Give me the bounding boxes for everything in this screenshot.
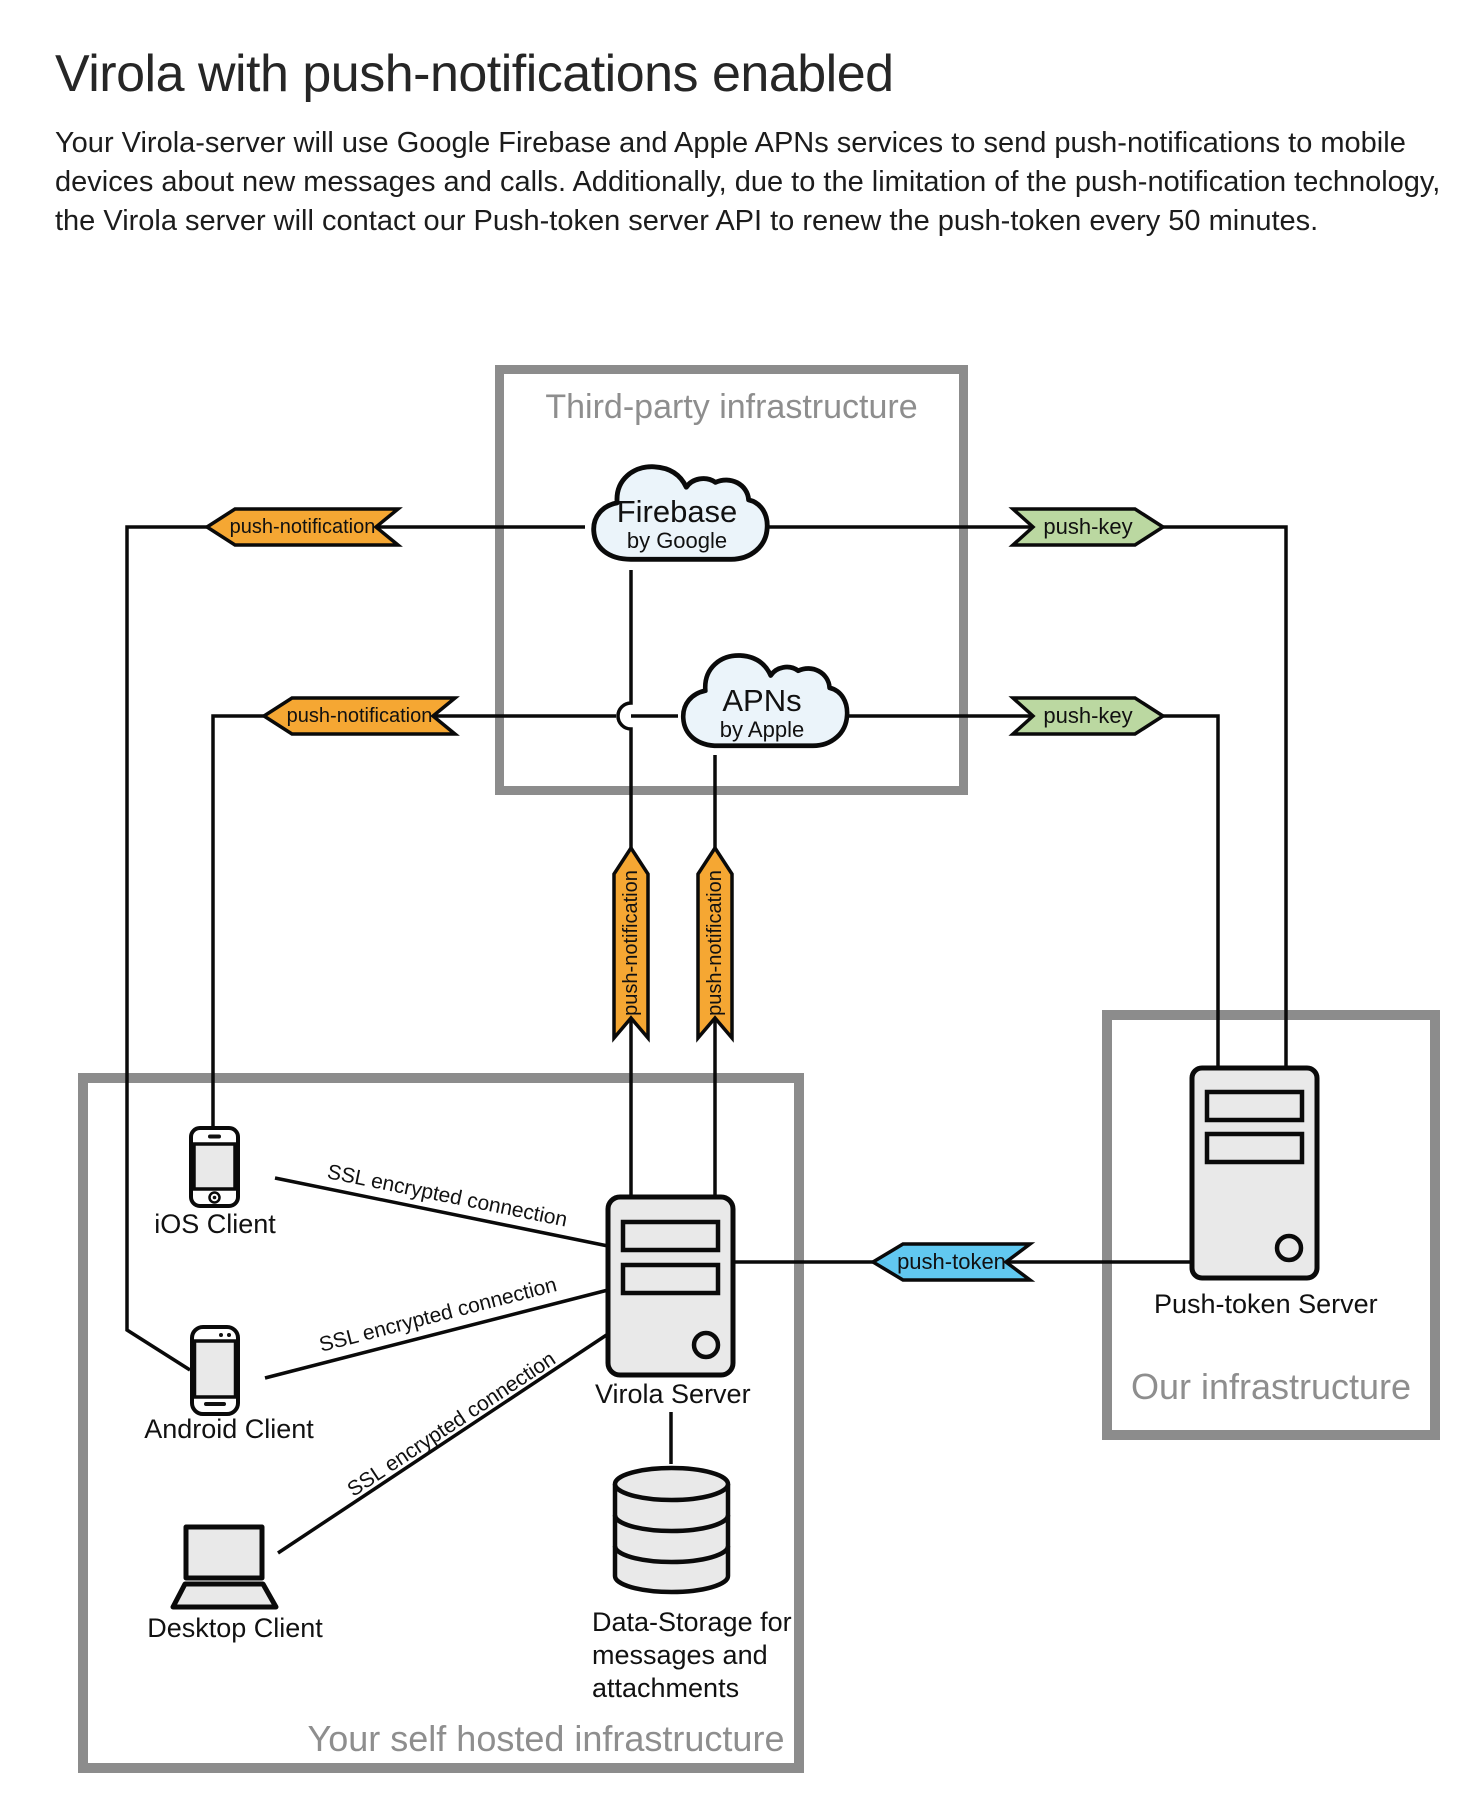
push-key-label-firebase: push-key [1043, 514, 1133, 539]
firebase-sublabel: by Google [626, 528, 728, 553]
third-party-box-label: Third-party infrastructure [545, 388, 918, 426]
push-key-label-apns: push-key [1043, 703, 1133, 728]
push-notification-label-up-firebase: push-notification [620, 870, 642, 1016]
firebase-to-android-line [127, 527, 585, 1370]
data-storage-label-line2: messages and [592, 1640, 768, 1670]
intro-paragraph: Your Virola-server will use Google Firebase and Apple APNs services to send push-notifications to mobile devices about new messages and calls. Additionally, due to the limitation of the push-notification technology, the Virola server will contact our Push-token server API to renew the push-token every 50 minutes. [55, 127, 1441, 237]
data-storage-label-line1: Data-Storage for [592, 1607, 792, 1637]
push-notification-label-firebase: push-notification [229, 516, 376, 538]
firebase-to-pushtoken-line [765, 527, 1286, 1068]
ios-phone-icon [191, 1128, 238, 1206]
apns-to-pushtoken-line [845, 716, 1218, 1068]
push-notification-label-up-apns: push-notification [704, 870, 726, 1016]
ssl-label-ios: SSL encrypted connection [325, 1160, 570, 1232]
page-title: Virola with push-notifications enabled [55, 45, 894, 103]
ssl-label-desktop: SSL encrypted connection [343, 1347, 560, 1502]
our-infrastructure-box-label: Our infrastructure [1130, 1366, 1412, 1407]
android-client-label: Android Client [144, 1414, 314, 1444]
firebase-label: Firebase [616, 494, 738, 529]
self-hosted-box-label: Your self hosted infrastructure [307, 1718, 785, 1759]
virola-server-label: Virola Server [595, 1379, 751, 1409]
push-notification-label-apns: push-notification [286, 705, 433, 727]
desktop-client-label: Desktop Client [147, 1613, 323, 1643]
ssl-label-android: SSL encrypted connection [316, 1273, 560, 1357]
android-phone-icon [192, 1327, 238, 1414]
data-storage-label [592, 1606, 792, 1705]
data-storage-label-line3: attachments [592, 1673, 740, 1703]
apns-label: APNs [722, 683, 802, 718]
push-token-server-icon [1192, 1068, 1317, 1278]
virola-server-icon [608, 1197, 733, 1375]
push-token-label: push-token [897, 1249, 1006, 1274]
apns-sublabel: by Apple [719, 717, 805, 742]
push-token-server-label: Push-token Server [1154, 1289, 1378, 1319]
desktop-laptop-icon [173, 1527, 276, 1607]
ios-client-label: iOS Client [154, 1209, 276, 1239]
apns-to-ios-line [213, 716, 678, 1128]
data-storage-icon [615, 1468, 728, 1592]
